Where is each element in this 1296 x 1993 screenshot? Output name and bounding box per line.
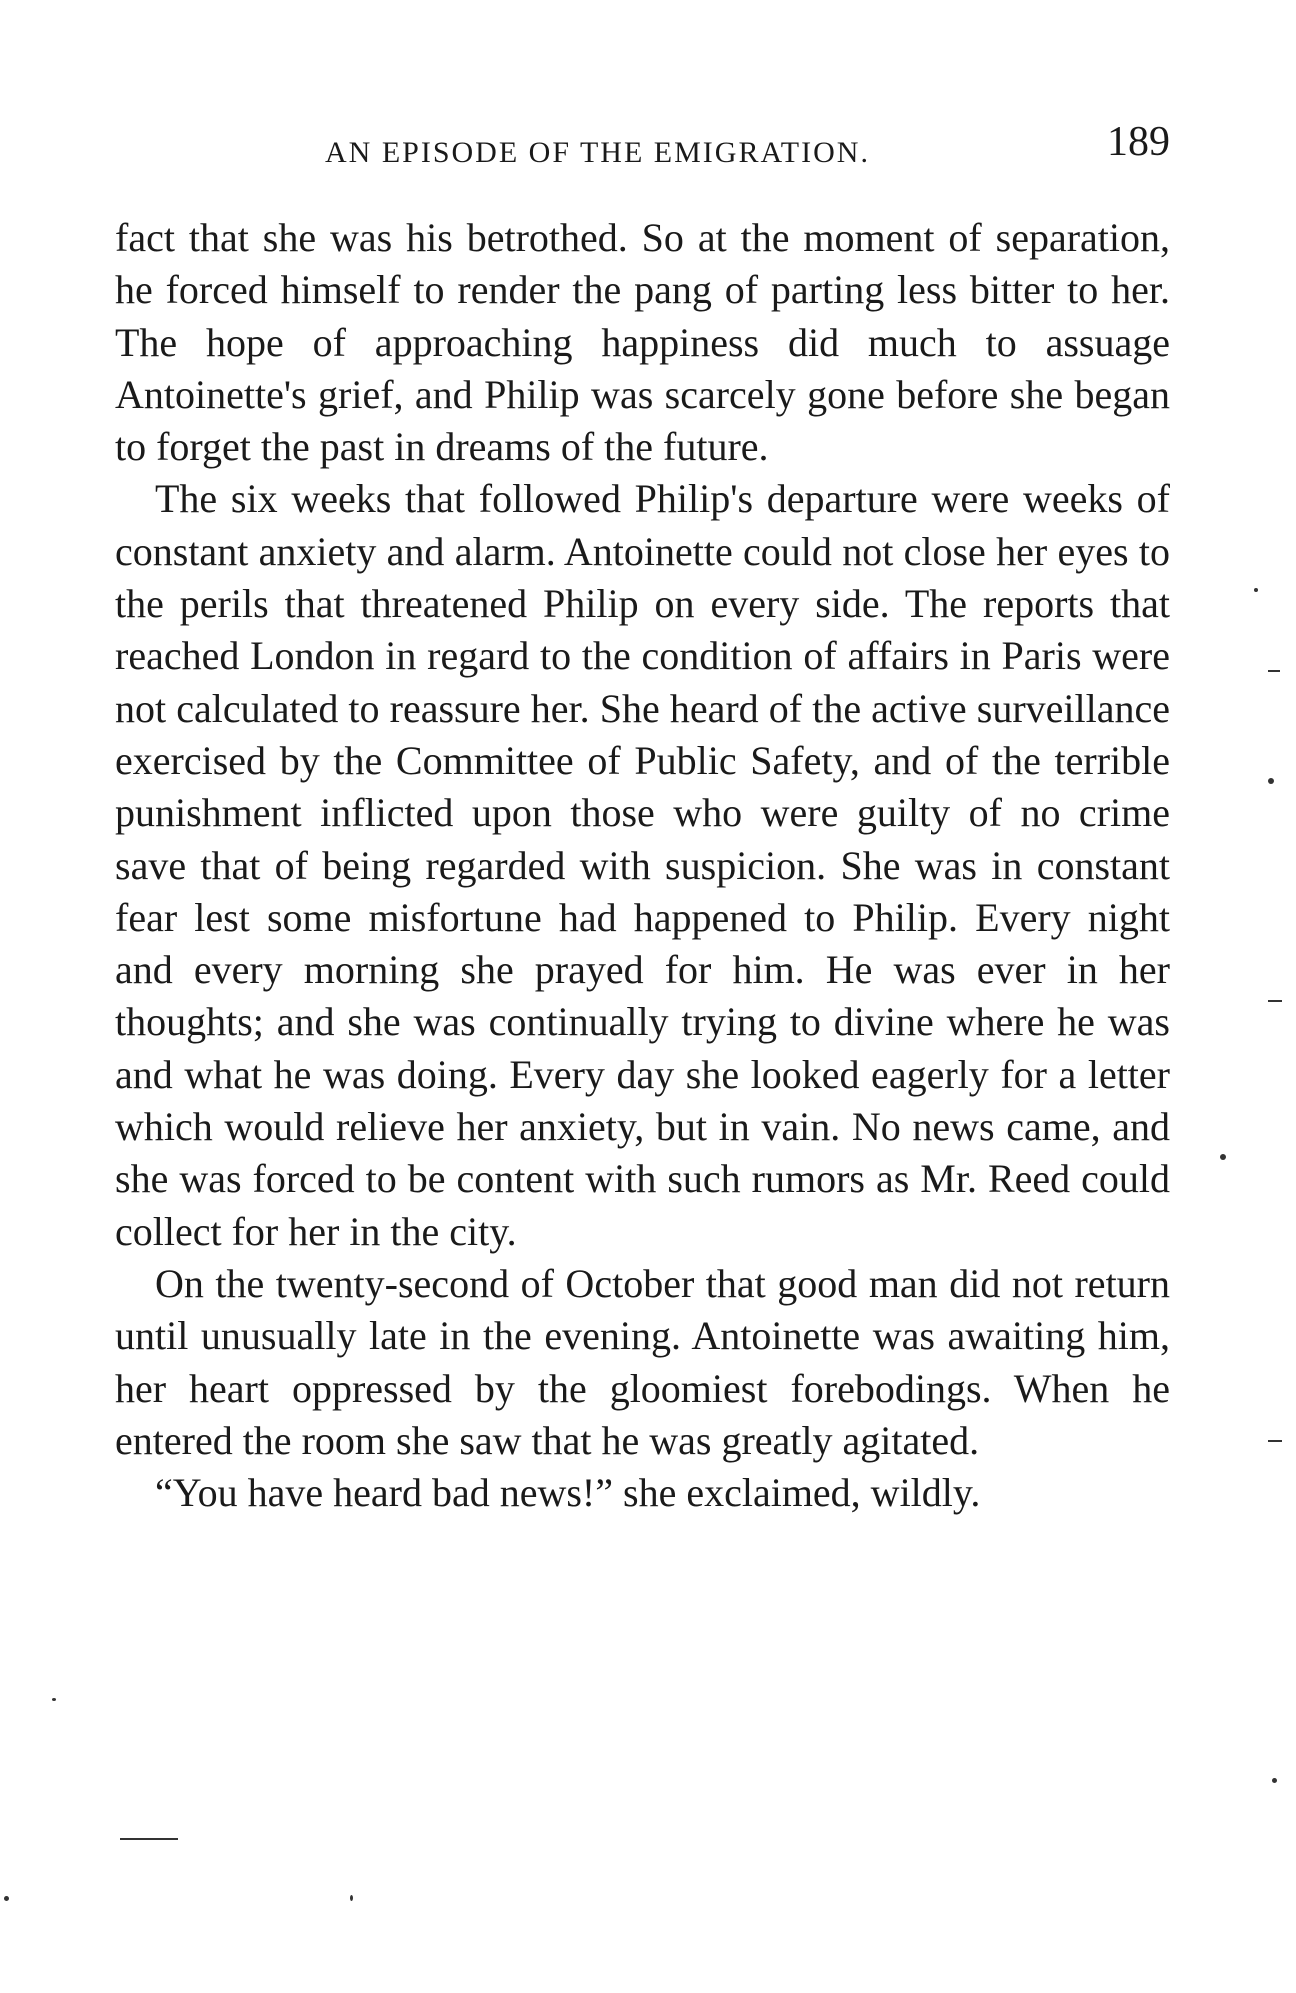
scan-rule [1268,1000,1282,1002]
scan-speck [1254,588,1258,592]
paragraph-1: fact that she was his betrothed. So at the moment of separation, he forced himself to render the pang of parting less bitter to her. The hope of approaching happiness did much to assuage Antoinette's grief, and Philip was scarcely gone before she began to forget the past in dreams of the future. [115,215,1170,470]
paragraph-4: “You have heard bad news!” she exclaimed, wildly. [155,1470,981,1516]
scan-rule [1268,1440,1282,1442]
running-title: AN EPISODE OF THE EMIGRATION. [325,136,870,169]
page-number: 189 [1107,119,1170,165]
scan-speck [1268,778,1274,784]
body-text [115,212,1170,1519]
running-head [115,118,1170,178]
scan-rule [1268,670,1280,672]
scan-speck [1272,1778,1277,1783]
paragraph-3: On the twenty-second of October that good man did not return until unusually late in the evening. Antoinette was awaiting him, her heart oppressed by the gloomiest forebodings. When he entered the room she saw that he was greatly agitated. [115,1260,1170,1463]
scan-speck [4,1896,9,1901]
paragraph-2: The six weeks that followed Philip's departure were weeks of constant anxiety and alarm. Antoinette could not close her eyes to the perils that threatened Philip on every side. The reports that reached London in regard to the condition of affairs in Paris were not calculated to reassure her. She heard of the active surveillance exercised by the Committee of Public Safety, and of the terrible punishment inflicted upon those who were guilty of no crime save that of being regarded with suspicion. She was in constant fear lest some misfortune had happened to Philip. Every night and every morning she prayed for him. He was ever in her thoughts; and she was continually trying to divine where he was and what he was doing. Every day she looked eagerly for a letter which would relieve her anxiety, but in vain. No news came, and she was forced to be content with such rumors as Mr. Reed could collect for her in the city. [115,476,1170,1254]
scan-speck [52,1698,56,1701]
scan-speck [350,1895,353,1901]
scan-speck [1220,1154,1226,1160]
scan-rule [120,1838,178,1840]
